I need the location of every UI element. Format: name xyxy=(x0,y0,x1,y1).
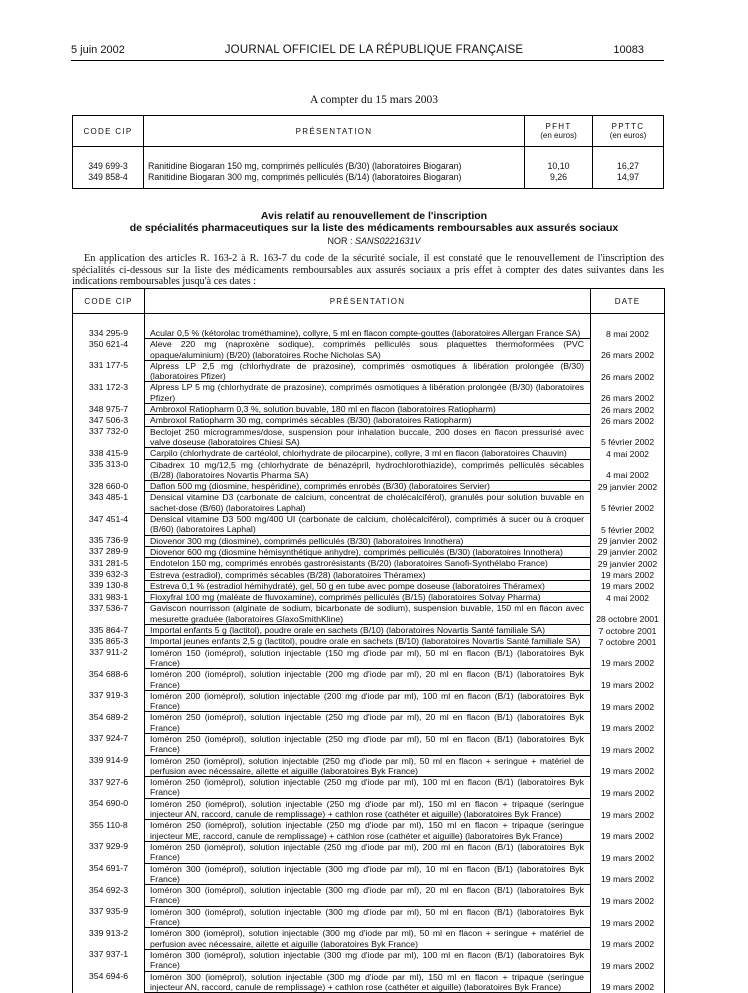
table-row xyxy=(73,426,665,448)
notice-title-line1: Avis relatif au renouvellement de l'inscription xyxy=(260,210,488,222)
table-row xyxy=(73,906,665,928)
cell-date: 19 mars 2002 xyxy=(591,712,665,734)
table-row xyxy=(73,459,665,481)
cell-presentation: Cibadrex 10 mg/12,5 mg (chlorhydrate de bénazépril, hydrochlorothiazide), comprimés pelliculés sécables (B/28) (laboratoires Novartis Pharma SA) xyxy=(145,459,591,481)
table-row xyxy=(73,863,665,885)
cell-presentation: Ioméron 300 (ioméprol), solution injectable (300 mg d'iode par ml), 50 ml en flacon (B/1) (laboratoires Byk France) xyxy=(145,906,591,928)
ppttc-label: PPTTC xyxy=(611,122,645,131)
cell-code: 337 927-6 xyxy=(73,777,145,799)
cell-code: 337 937-1 xyxy=(73,949,145,971)
cell-date: 7 octobre 2001 xyxy=(591,625,665,636)
cell-date: 19 mars 2002 xyxy=(591,820,665,842)
cell-code: 339 130-8 xyxy=(73,580,145,591)
cell-date: 26 mars 2002 xyxy=(591,404,665,415)
table-row xyxy=(73,885,665,907)
cell-presentation: Ioméron 250 (ioméprol), solution injectable (250 mg d'iode par ml), 150 ml en flacon + tripaque (seringue injecteur AN, raccord, canule de remplissage) + cathlon rose (cathéter et aiguille) (laboratoires Byk France) xyxy=(145,798,591,820)
cell-code: 335 864-7 xyxy=(73,625,145,636)
cell-presentation: Ioméron 150 (ioméprol), solution injectable (150 mg d'iode par ml), 50 ml en flacon (B/1) (laboratoires Byk France) xyxy=(145,647,591,669)
table-row xyxy=(73,569,665,580)
col-date: DATE xyxy=(591,289,665,314)
table-row xyxy=(73,755,665,777)
cell-presentation: Ioméron 300 (ioméprol), solution injectable (300 mg d'iode par ml), 50 ml en flacon + seringue + matériel de perfusion avec nécessaire, ailette et aiguille (laboratoires Byk France) xyxy=(145,928,591,950)
cell-presentation: Floxyfral 100 mg (maléate de fluvoxamine), comprimés pelliculés (B/15) (laboratoires Solvay Pharma) xyxy=(145,592,591,603)
cell-date: 19 mars 2002 xyxy=(591,928,665,950)
cell-presentation: Ioméron 300 (ioméprol), solution injectable (300 mg d'iode par ml), 10 ml en flacon (B/1) (laboratoires Byk France) xyxy=(145,863,591,885)
nor-reference xyxy=(0,236,748,246)
cell-date: 7 octobre 2001 xyxy=(591,636,665,647)
col-ppttc xyxy=(593,116,664,147)
table-row xyxy=(73,172,664,189)
table-row xyxy=(73,514,665,536)
cell-presentation: Alpress LP 5 mg (chlorhydrate de prazosine), comprimés osmotiques à libération prolongée (B/30) (laboratoires Pfizer) xyxy=(145,382,591,404)
cell-ppttc: 16,27 xyxy=(593,147,664,173)
cell-presentation: Ioméron 300 (ioméprol), solution injectable (300 mg d'iode par ml), 20 ml en flacon (B/1) (laboratoires Byk France) xyxy=(145,885,591,907)
table-row xyxy=(73,404,665,415)
cell-presentation: Beclojet 250 microgrammes/dose, suspension pour inhalation buccale, 200 doses en flacon pressurisé avec valve doseuse (laboratoires Chiesi SA) xyxy=(145,426,591,448)
cell-presentation: Ambroxol Ratiopharm 0,3 %, solution buvable, 180 ml en flacon (laboratoires Ratiopharm) xyxy=(145,404,591,415)
cell-code: 337 924-7 xyxy=(73,733,145,755)
cell-ppttc: 14,97 xyxy=(593,172,664,189)
price-table xyxy=(72,115,664,189)
cell-code: 331 172-3 xyxy=(73,382,145,404)
cell-date: 5 février 2002 xyxy=(591,492,665,514)
cell-date: 19 mars 2002 xyxy=(591,733,665,755)
table-row xyxy=(73,928,665,950)
col-pfht xyxy=(525,116,593,147)
cell-code: 337 732-0 xyxy=(73,426,145,448)
cell-date: 4 mai 2002 xyxy=(591,459,665,481)
table-row xyxy=(73,647,665,669)
cell-presentation: Ioméron 200 (ioméprol), solution injectable (200 mg d'iode par ml), 100 ml en flacon (B/1) (laboratoires Byk France) xyxy=(145,690,591,712)
table-row xyxy=(73,360,665,382)
table-row xyxy=(73,777,665,799)
cell-date: 19 mars 2002 xyxy=(591,971,665,993)
cell-code: 337 536-7 xyxy=(73,603,145,625)
table-row xyxy=(73,339,665,361)
cell-date: 4 mai 2002 xyxy=(591,448,665,459)
table-row xyxy=(73,971,665,993)
cell-date: 5 février 2002 xyxy=(591,514,665,536)
cell-date: 19 mars 2002 xyxy=(591,885,665,907)
cell-presentation: Estreva 0,1 % (estradiol hémihydraté), gel, 50 g en tube avec pompe doseuse (laboratoires Théramex) xyxy=(145,580,591,591)
cell-code: 349 858-4 xyxy=(73,172,144,189)
header-rule xyxy=(71,60,664,61)
cell-presentation: Ioméron 250 (ioméprol), solution injectable (250 mg d'iode par ml), 20 ml en flacon (B/1) (laboratoires Byk France) xyxy=(145,712,591,734)
cell-presentation: Estreva (estradiol), comprimés sécables (B/28) (laboratoires Théramex) xyxy=(145,569,591,580)
table-row xyxy=(73,625,665,636)
cell-presentation: Ioméron 200 (ioméprol), solution injectable (200 mg d'iode par ml), 20 ml en flacon (B/1) (laboratoires Byk France) xyxy=(145,669,591,691)
col-presentation: PRÉSENTATION xyxy=(145,289,591,314)
cell-code: 354 689-2 xyxy=(73,712,145,734)
table-row xyxy=(73,592,665,603)
table-row xyxy=(73,841,665,863)
cell-presentation: Gaviscon nourrisson (alginate de sodium, bicarbonate de sodium), suspension buvable, 150 ml en flacon avec mesurette graduée (laboratoires GlaxoSmithKline) xyxy=(145,603,591,625)
col-code-cip: CODE CIP xyxy=(73,116,144,147)
cell-date: 19 mars 2002 xyxy=(591,647,665,669)
cell-date: 19 mars 2002 xyxy=(591,690,665,712)
cell-presentation: Ioméron 250 (ioméprol), solution injectable (250 mg d'iode par ml), 50 ml en flacon + seringue + matériel de perfusion avec nécessaire, ailette et aiguille (laboratoires Byk France) xyxy=(145,755,591,777)
cell-presentation: Ioméron 300 (ioméprol), solution injectable (300 mg d'iode par ml), 150 ml en flacon + tripaque (seringue injecteur AN, raccord, canule de remplissage) + cathlon rose (cathéter et aiguille) (laboratoires Byk France) xyxy=(145,971,591,993)
cell-presentation: Diovenor 300 mg (diosmine), comprimés pelliculés (B/30) (laboratoires Innothera) xyxy=(145,535,591,546)
journal-title: JOURNAL OFFICIEL DE LA RÉPUBLIQUE FRANÇAISE xyxy=(224,44,524,56)
table-row xyxy=(73,712,665,734)
notice-title-line2: de spécialités pharmaceutiques sur la liste des médicaments remboursables aux assurés sociaux xyxy=(129,222,619,234)
cell-presentation: Acular 0,5 % (kétorolac trométhamine), collyre, 5 ml en flacon compte-gouttes (laboratoires Allergan France SA) xyxy=(145,328,591,339)
cell-code: 337 935-9 xyxy=(73,906,145,928)
cell-code: 354 692-3 xyxy=(73,885,145,907)
table-row xyxy=(73,415,665,426)
table-row xyxy=(73,535,665,546)
cell-code: 331 177-5 xyxy=(73,360,145,382)
cell-date: 19 mars 2002 xyxy=(591,798,665,820)
cell-code: 347 506-3 xyxy=(73,415,145,426)
cell-presentation: Importal jeunes enfants 2,5 g (lactitol), poudre orale en sachets (B/10) (laboratoires Novartis Santé familiale SA) xyxy=(145,636,591,647)
header-date: 5 juin 2002 xyxy=(71,44,125,56)
table-row xyxy=(73,636,665,647)
ppttc-unit: (en euros) xyxy=(609,131,647,140)
cell-code: 335 736-9 xyxy=(73,535,145,546)
cell-pfht: 10,10 xyxy=(525,147,593,173)
cell-presentation: Ambroxol Ratiopharm 30 mg, comprimés sécables (B/30) (laboratoires Ratiopharm) xyxy=(145,415,591,426)
cell-code: 339 632-3 xyxy=(73,569,145,580)
cell-date: 4 mai 2002 xyxy=(591,592,665,603)
cell-date: 26 mars 2002 xyxy=(591,415,665,426)
cell-code: 337 919-3 xyxy=(73,690,145,712)
section-subtitle: A compter du 15 mars 2003 xyxy=(309,94,439,106)
cell-date: 19 mars 2002 xyxy=(591,906,665,928)
cell-date: 19 mars 2002 xyxy=(591,777,665,799)
cell-code: 337 289-9 xyxy=(73,546,145,557)
cell-code: 331 281-5 xyxy=(73,558,145,569)
table-row xyxy=(73,558,665,569)
table-row xyxy=(73,492,665,514)
cell-code: 339 914-9 xyxy=(73,755,145,777)
cell-code: 349 699-3 xyxy=(73,147,144,173)
cell-presentation: Densical vitamine D3 (carbonate de calcium, concentrat de cholécalciférol), granulés pour solution buvable en sachet-dose (B/60) (laboratoires Laphal) xyxy=(145,492,591,514)
cell-date: 29 janvier 2002 xyxy=(591,546,665,557)
table-row xyxy=(73,820,665,842)
pfht-label: PFHT xyxy=(545,122,572,131)
cell-date: 19 mars 2002 xyxy=(591,755,665,777)
cell-presentation: Importal enfants 5 g (lactitol), poudre orale en sachets (B/10) (laboratoires Novartis Santé familiale SA) xyxy=(145,625,591,636)
cell-code: 328 660-0 xyxy=(73,481,145,492)
cell-presentation: Ranitidine Biogaran 300 mg, comprimés pelliculés (B/14) (laboratoires Biogaran) xyxy=(144,172,525,189)
cell-date: 29 janvier 2002 xyxy=(591,558,665,569)
table-row xyxy=(73,328,665,339)
cell-date: 19 mars 2002 xyxy=(591,949,665,971)
cell-presentation: Endotelon 150 mg, comprimés enrobés gastrorésistants (B/20) (laboratoires Sanofi-Synthélabo France) xyxy=(145,558,591,569)
table-row xyxy=(73,546,665,557)
cell-presentation: Carpilo (chlorhydrate de cartéolol, chlorhydrate de pilocarpine), collyre, 3 ml en flacon (laboratoires Chauvin) xyxy=(145,448,591,459)
cell-date: 19 mars 2002 xyxy=(591,841,665,863)
cell-pfht: 9,26 xyxy=(525,172,593,189)
pfht-unit: (en euros) xyxy=(540,131,577,140)
cell-code: 343 485-1 xyxy=(73,492,145,514)
cell-date: 26 mars 2002 xyxy=(591,339,665,361)
cell-presentation: Ioméron 250 (ioméprol), solution injectable (250 mg d'iode par ml), 200 ml en flacon (B/1) (laboratoires Byk France) xyxy=(145,841,591,863)
table-row xyxy=(73,798,665,820)
cell-presentation: Diovenor 600 mg (diosmine hémisynthétique anhydre), comprimés pelliculés (B/30) (laboratoires Innothera) xyxy=(145,546,591,557)
cell-code: 339 913-2 xyxy=(73,928,145,950)
table-row xyxy=(73,448,665,459)
cell-date: 28 octobre 2001 xyxy=(591,603,665,625)
cell-code: 354 690-0 xyxy=(73,798,145,820)
cell-code: 354 694-6 xyxy=(73,971,145,993)
intro-paragraph: En application des articles R. 163-2 à R. 163-7 du code de la sécurité sociale, il est constaté que le renouvellement de l'inscription des spécialités ci-dessous sur la liste des médicaments remboursables aux assurés sociaux a pris effet à compter des dates suivantes dans les indications remboursables jusqu'à ces dates : xyxy=(72,253,664,288)
page-number: 10083 xyxy=(613,44,644,56)
cell-code: 348 975-7 xyxy=(73,404,145,415)
nor-label: NOR : xyxy=(327,236,353,246)
cell-presentation: Alpress LP 2,5 mg (chlorhydrate de prazosine), comprimés osmotiques à libération prolongée (B/30) (laboratoires Pfizer) xyxy=(145,360,591,382)
cell-code: 334 295-9 xyxy=(73,328,145,339)
cell-presentation: Ranitidine Biogaran 150 mg, comprimés pelliculés (B/30) (laboratoires Biogaran) xyxy=(144,147,525,173)
cell-date: 29 janvier 2002 xyxy=(591,481,665,492)
cell-code: 337 929-9 xyxy=(73,841,145,863)
table-row xyxy=(73,603,665,625)
cell-code: 335 865-3 xyxy=(73,636,145,647)
cell-code: 347 451-4 xyxy=(73,514,145,536)
table-row xyxy=(73,669,665,691)
cell-date: 29 janvier 2002 xyxy=(591,535,665,546)
cell-code: 355 110-8 xyxy=(73,820,145,842)
cell-code: 331 983-1 xyxy=(73,592,145,603)
cell-code: 338 415-9 xyxy=(73,448,145,459)
col-presentation: PRÉSENTATION xyxy=(144,116,525,147)
table-row xyxy=(73,147,664,173)
cell-presentation: Ioméron 250 (ioméprol), solution injectable (250 mg d'iode par ml), 100 ml en flacon (B/1) (laboratoires Byk France) xyxy=(145,777,591,799)
cell-date: 8 mai 2002 xyxy=(591,328,665,339)
cell-date: 19 mars 2002 xyxy=(591,863,665,885)
cell-date: 26 mars 2002 xyxy=(591,360,665,382)
nor-value: SANS0221631V xyxy=(354,236,421,246)
table-row xyxy=(73,481,665,492)
cell-presentation: Ioméron 300 (ioméprol), solution injectable (300 mg d'iode par ml), 100 ml en flacon (B/1) (laboratoires Byk France) xyxy=(145,949,591,971)
cell-date: 26 mars 2002 xyxy=(591,382,665,404)
table-spacer xyxy=(73,314,665,329)
cell-code: 350 621-4 xyxy=(73,339,145,361)
cell-code: 354 688-6 xyxy=(73,669,145,691)
cell-date: 5 février 2002 xyxy=(591,426,665,448)
cell-presentation: Ioméron 250 (ioméprol), solution injectable (250 mg d'iode par ml), 150 ml en flacon + tripaque (seringue injecteur ME, raccord, canule de remplissage) + cathlon rose (cathéter et aiguille) (laboratoires Byk France) xyxy=(145,820,591,842)
cell-presentation: Densical vitamine D3 500 mg/400 UI (carbonate de calcium, cholécalciférol), comprimés à sucer ou à croquer (B/60) (laboratoires Laphal) xyxy=(145,514,591,536)
cell-presentation: Ioméron 250 (ioméprol), solution injectable (250 mg d'iode par ml), 50 ml en flacon (B/1) (laboratoires Byk France) xyxy=(145,733,591,755)
cell-presentation: Daflon 500 mg (diosmine, hespéridine), comprimés enrobés (B/30) (laboratoires Servier) xyxy=(145,481,591,492)
cell-date: 19 mars 2002 xyxy=(591,669,665,691)
renewal-table xyxy=(72,288,665,993)
table-row xyxy=(73,949,665,971)
cell-date: 19 mars 2002 xyxy=(591,580,665,591)
cell-code: 335 313-0 xyxy=(73,459,145,481)
table-row xyxy=(73,580,665,591)
table-row xyxy=(73,690,665,712)
table-row xyxy=(73,382,665,404)
col-code-cip: CODE CIP xyxy=(73,289,145,314)
cell-date: 19 mars 2002 xyxy=(591,569,665,580)
cell-code: 354 691-7 xyxy=(73,863,145,885)
table-row xyxy=(73,733,665,755)
cell-presentation: Aleve 220 mg (naproxène sodique), comprimés pelliculés sous plaquettes thermoformées (PVC opaque/aluminium) (B/20) (laboratoires Roche Nicholas SA) xyxy=(145,339,591,361)
cell-code: 337 911-2 xyxy=(73,647,145,669)
